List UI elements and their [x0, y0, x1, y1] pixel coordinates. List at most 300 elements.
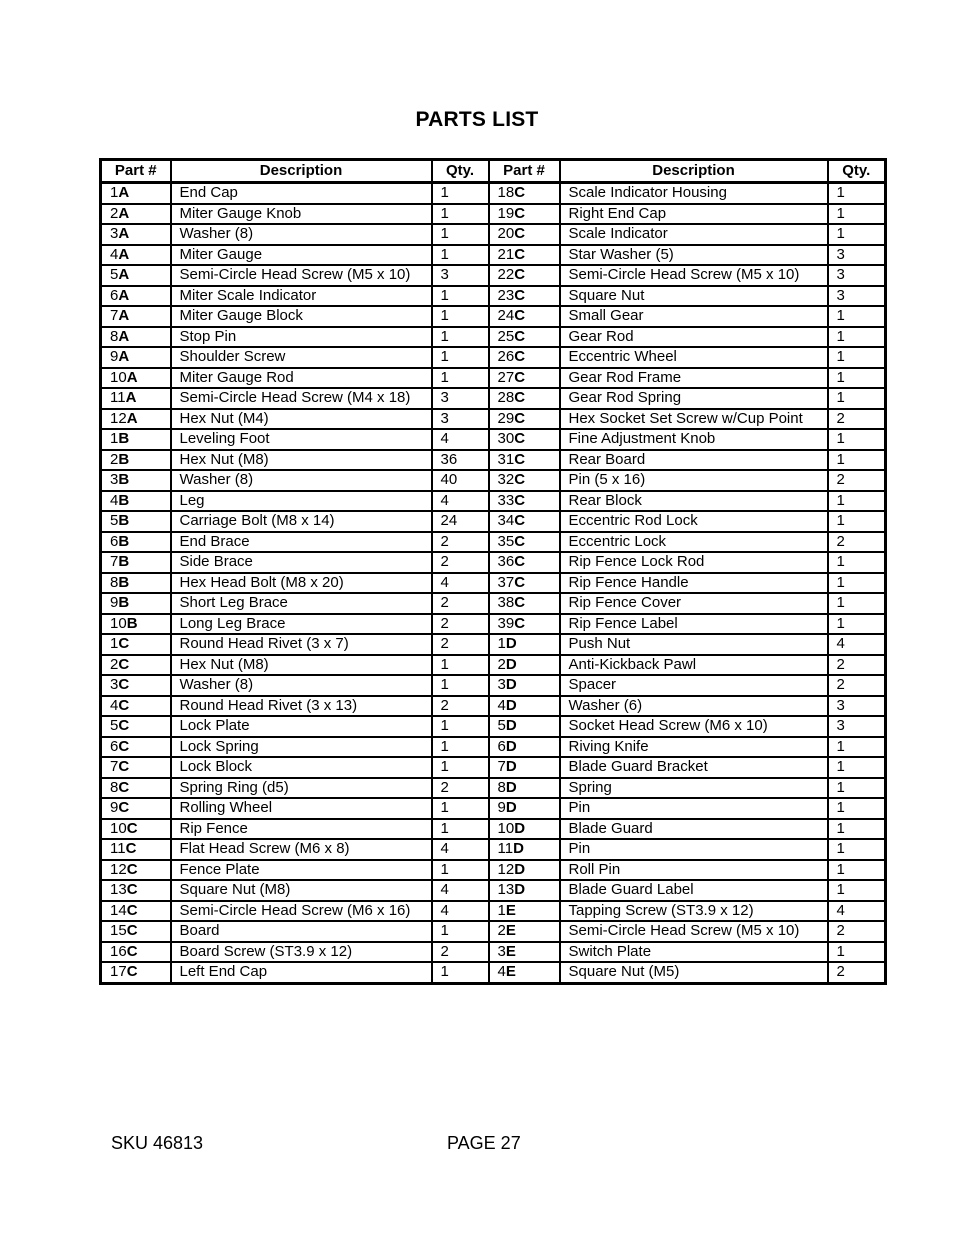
left-description: Flat Head Screw (M6 x 8)	[171, 839, 432, 860]
left-part-number	[101, 921, 171, 942]
part-number-group-letter: C	[514, 348, 526, 366]
left-qty: 1	[432, 798, 489, 819]
table-row	[101, 347, 886, 368]
part-number-digits: 11	[110, 840, 126, 858]
right-description: Switch Plate	[560, 942, 828, 963]
part-number-group-letter: D	[505, 737, 517, 755]
right-description: Scale Indicator Housing	[560, 183, 828, 204]
table-row	[101, 778, 886, 799]
page-title: PARTS LIST	[415, 108, 539, 131]
part-number-group-letter: E	[505, 901, 516, 919]
right-qty: 4	[828, 901, 886, 922]
part-number-group-letter: C	[514, 532, 526, 550]
part-number-digits: 3	[110, 471, 119, 489]
left-qty: 2	[432, 778, 489, 799]
left-qty: 1	[432, 224, 489, 245]
part-number-group-letter: C	[514, 184, 526, 202]
right-part-number	[489, 286, 560, 307]
left-description: Miter Gauge Block	[171, 306, 432, 327]
left-qty: 24	[432, 511, 489, 532]
table-row	[101, 286, 886, 307]
table-row	[101, 511, 886, 532]
left-part-number	[101, 368, 171, 389]
left-qty: 1	[432, 819, 489, 840]
part-number-group-letter: B	[126, 614, 138, 632]
part-number-group-letter: C	[118, 799, 130, 817]
part-number-digits: 7	[110, 307, 119, 325]
part-number-digits: 3	[110, 676, 119, 694]
part-number-digits: 22	[497, 266, 515, 284]
right-qty: 1	[828, 204, 886, 225]
left-description: Spring Ring (d5)	[171, 778, 432, 799]
footer-sku: SKU 46813	[111, 1133, 204, 1153]
part-number-digits: 4	[497, 963, 506, 981]
right-description: Rip Fence Lock Rod	[560, 552, 828, 573]
left-part-number	[101, 696, 171, 717]
part-number-digits: 39	[497, 614, 515, 632]
left-description: Lock Spring	[171, 737, 432, 758]
left-description: Long Leg Brace	[171, 614, 432, 635]
right-description: Pin	[560, 839, 828, 860]
part-number-digits: 8	[110, 327, 119, 345]
table-row	[101, 737, 886, 758]
part-number-group-letter: E	[505, 942, 516, 960]
right-qty: 1	[828, 737, 886, 758]
left-part-number	[101, 901, 171, 922]
part-number-digits: 27	[497, 368, 515, 386]
right-qty: 1	[828, 450, 886, 471]
left-qty: 40	[432, 470, 489, 491]
left-qty: 2	[432, 593, 489, 614]
table-row	[101, 696, 886, 717]
left-part-number	[101, 860, 171, 881]
left-part-number	[101, 942, 171, 963]
left-qty: 4	[432, 429, 489, 450]
left-part-number	[101, 286, 171, 307]
part-number-digits: 23	[497, 286, 515, 304]
part-number-digits: 1	[497, 901, 506, 919]
right-part-number	[489, 962, 560, 983]
right-description: Blade Guard Label	[560, 880, 828, 901]
right-description: Spring	[560, 778, 828, 799]
part-number-group-letter: D	[505, 758, 517, 776]
right-description: Washer (6)	[560, 696, 828, 717]
part-number-group-letter: B	[118, 573, 130, 591]
part-number-group-letter: A	[118, 348, 130, 366]
part-number-digits: 38	[497, 594, 515, 612]
part-number-digits: 37	[497, 573, 515, 591]
part-number-group-letter: C	[514, 225, 526, 243]
part-number-group-letter: C	[118, 717, 130, 735]
right-part-number	[489, 347, 560, 368]
part-number-digits: 9	[497, 799, 506, 817]
left-part-number	[101, 491, 171, 512]
right-qty: 2	[828, 409, 886, 430]
part-number-group-letter: C	[118, 758, 130, 776]
part-number-group-letter: D	[505, 778, 517, 796]
left-description: Board	[171, 921, 432, 942]
part-number-group-letter: C	[514, 614, 526, 632]
part-number-digits: 2	[110, 450, 119, 468]
part-number-group-letter: D	[514, 860, 526, 878]
part-number-group-letter: C	[514, 266, 526, 284]
left-qty: 4	[432, 880, 489, 901]
part-number-group-letter: C	[126, 963, 138, 981]
part-number-digits: 2	[110, 204, 119, 222]
part-number-group-letter: C	[514, 245, 526, 263]
left-qty: 2	[432, 614, 489, 635]
left-description: Leveling Foot	[171, 429, 432, 450]
part-number-group-letter: C	[514, 553, 526, 571]
part-number-group-letter: C	[126, 860, 138, 878]
left-description: Lock Block	[171, 757, 432, 778]
left-part-number	[101, 839, 171, 860]
part-number-digits: 13	[110, 881, 127, 899]
part-number-digits: 30	[497, 430, 515, 448]
right-part-number	[489, 675, 560, 696]
left-part-number	[101, 675, 171, 696]
table-row	[101, 552, 886, 573]
left-description: Semi-Circle Head Screw (M4 x 18)	[171, 388, 432, 409]
part-number-group-letter: C	[514, 204, 526, 222]
right-qty: 1	[828, 573, 886, 594]
table-row	[101, 388, 886, 409]
part-number-digits: 8	[497, 778, 506, 796]
left-qty: 1	[432, 306, 489, 327]
left-part-number	[101, 757, 171, 778]
part-number-group-letter: C	[514, 594, 526, 612]
part-number-digits: 5	[110, 512, 119, 530]
left-qty: 1	[432, 860, 489, 881]
part-number-digits: 31	[497, 450, 515, 468]
part-number-digits: 11	[110, 389, 126, 407]
part-number-group-letter: B	[118, 450, 130, 468]
right-qty: 2	[828, 532, 886, 553]
part-number-group-letter: A	[126, 368, 138, 386]
right-qty: 2	[828, 962, 886, 983]
left-description: Hex Head Bolt (M8 x 20)	[171, 573, 432, 594]
right-part-number	[489, 511, 560, 532]
right-qty: 3	[828, 245, 886, 266]
part-number-digits: 20	[497, 225, 515, 243]
left-description: Side Brace	[171, 552, 432, 573]
right-part-number	[489, 716, 560, 737]
left-qty: 1	[432, 347, 489, 368]
right-description: Hex Socket Set Screw w/Cup Point	[560, 409, 828, 430]
part-number-digits: 1	[110, 184, 119, 202]
right-description: Scale Indicator	[560, 224, 828, 245]
right-description: Pin	[560, 798, 828, 819]
table-row	[101, 409, 886, 430]
part-number-digits: 16	[110, 942, 127, 960]
part-number-group-letter: B	[118, 512, 130, 530]
part-number-group-letter: C	[126, 819, 138, 837]
right-part-number	[489, 552, 560, 573]
left-description: Rolling Wheel	[171, 798, 432, 819]
left-qty: 1	[432, 757, 489, 778]
left-part-number	[101, 798, 171, 819]
left-part-number	[101, 716, 171, 737]
part-number-group-letter: D	[505, 655, 517, 673]
right-part-number	[489, 368, 560, 389]
left-qty: 1	[432, 286, 489, 307]
right-qty: 1	[828, 368, 886, 389]
part-number-digits: 10	[110, 614, 127, 632]
right-description: Rip Fence Label	[560, 614, 828, 635]
left-part-number	[101, 183, 171, 204]
right-description: Semi-Circle Head Screw (M5 x 10)	[560, 265, 828, 286]
right-part-number	[489, 860, 560, 881]
left-qty: 4	[432, 491, 489, 512]
header-qty: Qty.	[432, 160, 489, 183]
right-part-number	[489, 306, 560, 327]
header-part-number: Part #	[489, 160, 560, 183]
part-number-digits: 29	[497, 409, 515, 427]
part-number-digits: 3	[497, 942, 506, 960]
part-number-group-letter: A	[118, 327, 130, 345]
left-description: Board Screw (ST3.9 x 12)	[171, 942, 432, 963]
part-number-group-letter: B	[118, 430, 130, 448]
part-number-group-letter: D	[505, 676, 517, 694]
left-qty: 1	[432, 675, 489, 696]
right-part-number	[489, 901, 560, 922]
part-number-digits: 3	[110, 225, 119, 243]
left-qty: 2	[432, 696, 489, 717]
right-part-number	[489, 409, 560, 430]
right-description: Anti-Kickback Pawl	[560, 655, 828, 676]
left-qty: 1	[432, 716, 489, 737]
part-number-digits: 4	[497, 696, 506, 714]
part-number-digits: 12	[497, 860, 515, 878]
left-part-number	[101, 224, 171, 245]
left-description: Leg	[171, 491, 432, 512]
right-part-number	[489, 470, 560, 491]
right-part-number	[489, 614, 560, 635]
right-qty: 1	[828, 388, 886, 409]
left-qty: 1	[432, 204, 489, 225]
part-number-group-letter: C	[118, 676, 130, 694]
right-part-number	[489, 921, 560, 942]
right-qty: 4	[828, 634, 886, 655]
table-row	[101, 962, 886, 983]
part-number-group-letter: D	[505, 635, 517, 653]
right-description: Blade Guard	[560, 819, 828, 840]
table-row	[101, 942, 886, 963]
right-part-number	[489, 798, 560, 819]
right-description: Rip Fence Cover	[560, 593, 828, 614]
table-row	[101, 839, 886, 860]
part-number-group-letter: C	[514, 286, 526, 304]
part-number-group-letter: A	[118, 266, 130, 284]
right-qty: 2	[828, 675, 886, 696]
left-part-number	[101, 819, 171, 840]
left-description: Hex Nut (M4)	[171, 409, 432, 430]
part-number-group-letter: C	[514, 450, 526, 468]
left-description: Stop Pin	[171, 327, 432, 348]
right-part-number	[489, 388, 560, 409]
right-part-number	[489, 245, 560, 266]
part-number-group-letter: D	[513, 840, 524, 858]
part-number-digits: 11	[497, 840, 514, 858]
right-part-number	[489, 634, 560, 655]
part-number-digits: 7	[110, 758, 119, 776]
left-qty: 36	[432, 450, 489, 471]
right-part-number	[489, 327, 560, 348]
right-qty: 1	[828, 798, 886, 819]
part-number-digits: 10	[110, 368, 127, 386]
part-number-digits: 6	[110, 286, 119, 304]
part-number-group-letter: C	[125, 840, 137, 858]
left-qty: 2	[432, 532, 489, 553]
right-qty: 1	[828, 183, 886, 204]
table-row	[101, 819, 886, 840]
left-qty: 2	[432, 942, 489, 963]
part-number-group-letter: A	[118, 286, 130, 304]
right-description: Star Washer (5)	[560, 245, 828, 266]
left-part-number	[101, 962, 171, 983]
right-qty: 2	[828, 921, 886, 942]
part-number-group-letter: A	[125, 389, 137, 407]
left-part-number	[101, 880, 171, 901]
part-number-digits: 34	[497, 512, 515, 530]
left-part-number	[101, 778, 171, 799]
right-description: Small Gear	[560, 306, 828, 327]
right-qty: 1	[828, 778, 886, 799]
right-part-number	[489, 655, 560, 676]
table-row	[101, 306, 886, 327]
right-part-number	[489, 819, 560, 840]
part-number-group-letter: A	[118, 245, 130, 263]
part-number-group-letter: D	[505, 717, 517, 735]
part-number-digits: 12	[110, 409, 127, 427]
right-qty: 3	[828, 265, 886, 286]
left-part-number	[101, 327, 171, 348]
left-description: Washer (8)	[171, 675, 432, 696]
part-number-group-letter: C	[514, 368, 526, 386]
table-row	[101, 245, 886, 266]
left-qty: 2	[432, 552, 489, 573]
right-qty: 1	[828, 614, 886, 635]
left-part-number	[101, 573, 171, 594]
right-part-number	[489, 265, 560, 286]
right-part-number	[489, 696, 560, 717]
right-part-number	[489, 532, 560, 553]
left-description: Miter Gauge	[171, 245, 432, 266]
parts-table	[99, 158, 887, 985]
left-qty: 1	[432, 921, 489, 942]
part-number-digits: 6	[110, 532, 119, 550]
right-qty: 1	[828, 306, 886, 327]
table-row	[101, 757, 886, 778]
part-number-digits: 1	[110, 430, 119, 448]
right-qty: 2	[828, 470, 886, 491]
part-number-digits: 12	[110, 860, 127, 878]
right-qty: 1	[828, 593, 886, 614]
right-description: Right End Cap	[560, 204, 828, 225]
table-row	[101, 880, 886, 901]
table-row	[101, 224, 886, 245]
table-row	[101, 368, 886, 389]
part-number-digits: 5	[110, 717, 119, 735]
part-number-digits: 1	[497, 635, 506, 653]
right-part-number	[489, 880, 560, 901]
right-qty: 1	[828, 552, 886, 573]
part-number-group-letter: E	[505, 922, 516, 940]
left-part-number	[101, 265, 171, 286]
left-qty: 1	[432, 368, 489, 389]
left-description: Short Leg Brace	[171, 593, 432, 614]
left-part-number	[101, 552, 171, 573]
part-number-group-letter: E	[505, 963, 516, 981]
left-qty: 1	[432, 245, 489, 266]
part-number-group-letter: A	[118, 307, 130, 325]
left-part-number	[101, 429, 171, 450]
table-header-row	[101, 160, 886, 183]
left-description: Round Head Rivet (3 x 7)	[171, 634, 432, 655]
header-description: Description	[171, 160, 432, 183]
right-part-number	[489, 757, 560, 778]
left-part-number	[101, 306, 171, 327]
left-qty: 1	[432, 737, 489, 758]
part-number-digits: 10	[110, 819, 127, 837]
part-number-group-letter: C	[514, 327, 526, 345]
table-row	[101, 573, 886, 594]
left-description: Lock Plate	[171, 716, 432, 737]
part-number-digits: 1	[110, 635, 119, 653]
left-part-number	[101, 347, 171, 368]
part-number-group-letter: C	[118, 778, 130, 796]
table-row	[101, 716, 886, 737]
table-row	[101, 798, 886, 819]
table-row	[101, 901, 886, 922]
right-qty: 1	[828, 819, 886, 840]
right-part-number	[489, 224, 560, 245]
left-part-number	[101, 245, 171, 266]
part-number-group-letter: C	[126, 942, 138, 960]
left-part-number	[101, 532, 171, 553]
table-row	[101, 183, 886, 204]
left-qty: 4	[432, 839, 489, 860]
part-number-group-letter: C	[126, 922, 138, 940]
part-number-group-letter: D	[505, 696, 517, 714]
right-qty: 1	[828, 860, 886, 881]
part-number-group-letter: C	[118, 655, 130, 673]
right-part-number	[489, 839, 560, 860]
part-number-digits: 36	[497, 553, 515, 571]
part-number-group-letter: D	[505, 799, 517, 817]
left-description: Carriage Bolt (M8 x 14)	[171, 511, 432, 532]
part-number-digits: 4	[110, 245, 119, 263]
table-row	[101, 470, 886, 491]
left-part-number	[101, 204, 171, 225]
left-part-number	[101, 450, 171, 471]
part-number-group-letter: B	[118, 553, 130, 571]
left-description: Hex Nut (M8)	[171, 450, 432, 471]
part-number-group-letter: C	[118, 696, 130, 714]
left-qty: 4	[432, 573, 489, 594]
part-number-group-letter: B	[118, 594, 130, 612]
table-row	[101, 429, 886, 450]
left-part-number	[101, 593, 171, 614]
part-number-digits: 5	[497, 717, 506, 735]
left-description: Washer (8)	[171, 224, 432, 245]
left-qty: 2	[432, 634, 489, 655]
part-number-group-letter: C	[126, 881, 138, 899]
part-number-group-letter: C	[514, 573, 526, 591]
part-number-digits: 15	[110, 922, 127, 940]
right-description: Eccentric Wheel	[560, 347, 828, 368]
part-number-digits: 28	[497, 389, 515, 407]
